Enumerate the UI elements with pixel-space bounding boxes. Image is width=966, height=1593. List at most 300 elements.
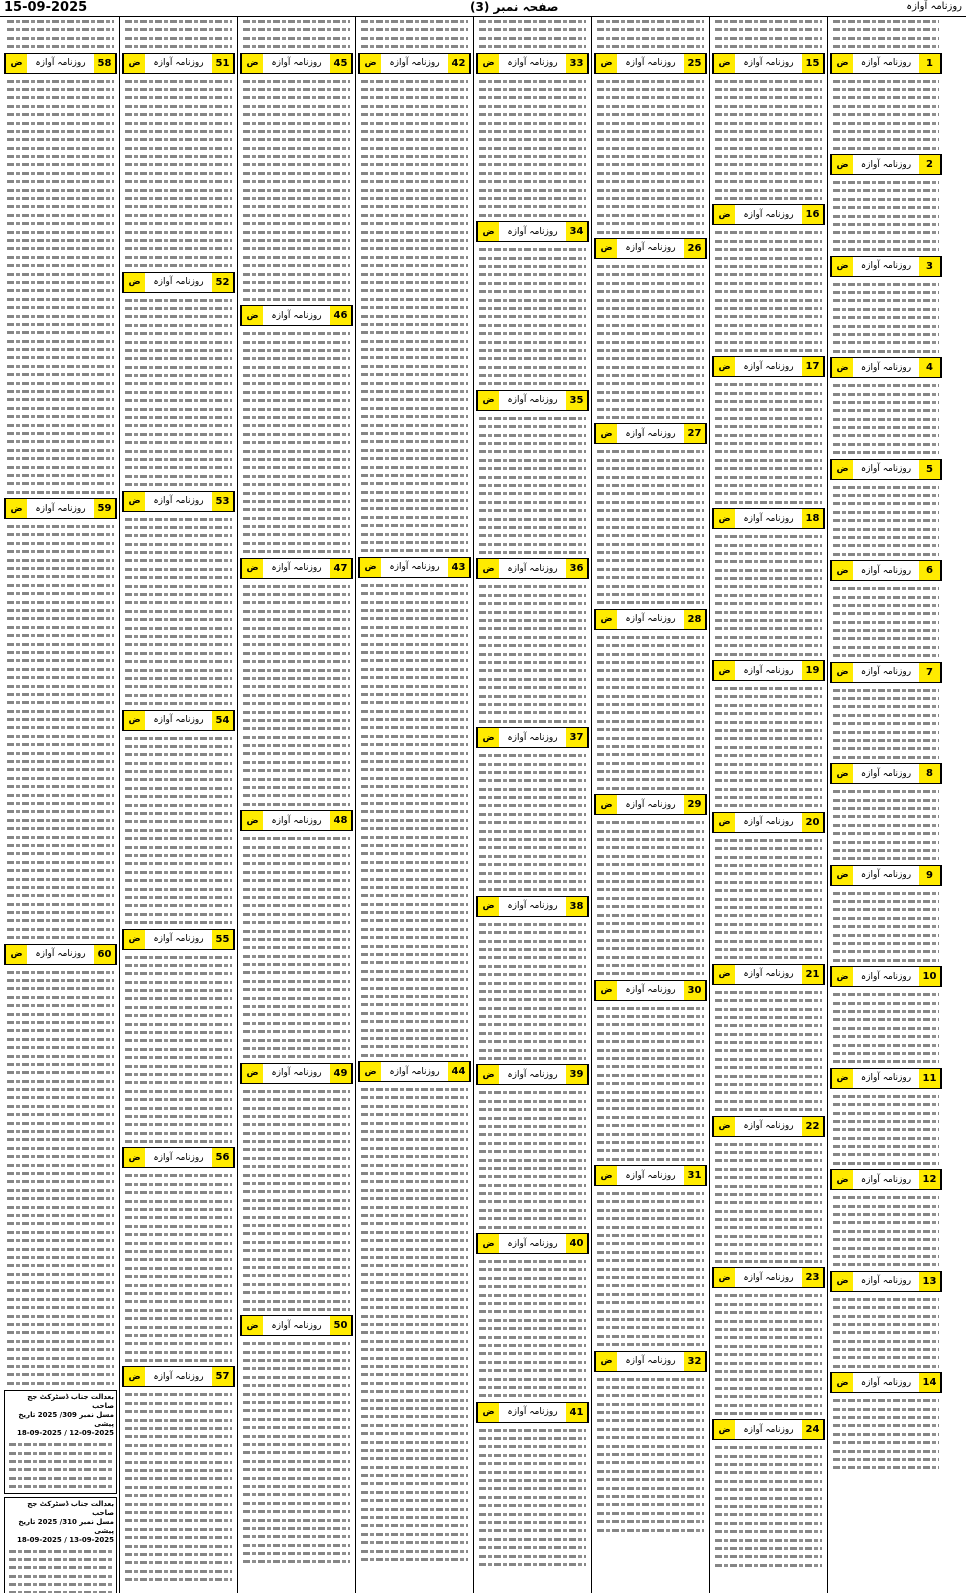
text-line	[125, 430, 232, 438]
text-line	[7, 270, 114, 278]
article-header-46	[240, 305, 353, 326]
text-line	[9, 1465, 112, 1473]
text-line	[125, 556, 232, 564]
text-line	[597, 1425, 704, 1433]
text-line	[243, 943, 350, 951]
text-line	[597, 270, 704, 278]
text-line	[125, 1104, 232, 1112]
text-line	[7, 598, 114, 606]
article-text	[595, 818, 706, 977]
article-number: 10	[919, 967, 941, 986]
text-line	[7, 1354, 114, 1362]
text-line	[597, 169, 704, 177]
text-line	[7, 253, 114, 261]
text-line	[597, 1214, 704, 1222]
text-line	[243, 539, 350, 547]
text-line	[7, 589, 114, 597]
text-line	[7, 807, 114, 815]
article-header-34	[476, 221, 589, 242]
text-line	[7, 883, 114, 891]
text-line	[597, 506, 704, 514]
text-line	[7, 1286, 114, 1294]
supplement-badge: ض	[477, 1403, 499, 1422]
article-number: 29	[684, 795, 706, 814]
text-line	[361, 1362, 468, 1370]
supplement-badge: ض	[123, 54, 145, 73]
text-line	[833, 313, 939, 321]
text-line	[597, 1138, 704, 1146]
text-line	[597, 338, 704, 346]
text-line	[833, 77, 939, 85]
text-line	[715, 1375, 822, 1383]
text-line	[243, 1196, 350, 1204]
text-line	[125, 953, 232, 961]
text-line	[479, 1265, 586, 1273]
text-line	[479, 1560, 586, 1568]
text-line	[7, 765, 114, 773]
text-line	[479, 1037, 586, 1045]
text-line	[715, 684, 822, 692]
text-line	[7, 219, 114, 227]
text-line	[361, 186, 468, 194]
text-line	[125, 1289, 232, 1297]
text-line	[715, 1409, 822, 1417]
text-line	[125, 160, 232, 168]
article-number: 12	[919, 1170, 941, 1189]
text-line	[833, 1007, 939, 1015]
text-line	[597, 456, 704, 464]
text-line	[243, 632, 350, 640]
article-header-50	[240, 1315, 353, 1336]
text-line	[361, 1521, 468, 1529]
text-line	[7, 479, 114, 487]
article-label: روزنامہ آوازہ	[153, 58, 204, 69]
text-line	[715, 1055, 822, 1063]
text-line	[479, 1046, 586, 1054]
article-number: 28	[684, 610, 706, 629]
text-line	[243, 1465, 350, 1473]
text-line	[361, 1110, 468, 1118]
text-line	[479, 1510, 586, 1518]
text-line	[125, 523, 232, 531]
text-line	[243, 447, 350, 455]
article-label: روزنامہ آوازہ	[860, 362, 912, 373]
text-line	[243, 868, 350, 876]
text-line	[479, 371, 586, 379]
supplement-badge: ض	[241, 811, 263, 830]
text-line	[597, 818, 704, 826]
text-line	[125, 1036, 232, 1044]
text-line	[125, 1095, 232, 1103]
text-line	[479, 1164, 586, 1172]
text-line	[243, 219, 350, 227]
text-line	[833, 448, 939, 456]
text-line	[361, 320, 468, 328]
article-text	[123, 734, 234, 927]
text-line	[715, 152, 822, 160]
text-line	[715, 1249, 822, 1257]
text-line	[715, 616, 822, 624]
text-line	[597, 498, 704, 506]
text-line	[597, 1146, 704, 1154]
text-line	[243, 918, 350, 926]
article-number: 13	[919, 1272, 941, 1291]
text-line	[361, 1471, 468, 1479]
text-line	[7, 732, 114, 740]
text-line	[597, 144, 704, 152]
text-line	[715, 422, 822, 430]
text-line	[7, 816, 114, 824]
text-line	[715, 541, 822, 549]
text-line	[9, 1588, 112, 1593]
text-line	[243, 253, 350, 261]
text-line	[125, 421, 232, 429]
text-line	[243, 1010, 350, 1018]
text-line	[7, 1370, 114, 1378]
supplement-badge: ض	[123, 273, 145, 292]
text-line	[125, 657, 232, 665]
text-line	[361, 1009, 468, 1017]
text-line	[479, 1020, 586, 1028]
text-line	[361, 1177, 468, 1185]
text-line	[243, 749, 350, 757]
text-line	[125, 1516, 232, 1524]
article-number: 44	[448, 1062, 470, 1081]
text-line	[243, 1238, 350, 1246]
text-line	[833, 1438, 939, 1446]
text-line	[7, 824, 114, 832]
text-line	[125, 388, 232, 396]
text-line	[243, 674, 350, 682]
text-line	[597, 1332, 704, 1340]
text-line	[125, 691, 232, 699]
text-line	[361, 437, 468, 445]
text-line	[125, 1297, 232, 1305]
text-line	[361, 791, 468, 799]
text-line	[243, 582, 350, 590]
text-line	[125, 1003, 232, 1011]
article-number: 6	[919, 561, 941, 580]
text-line	[597, 750, 704, 758]
text-line	[597, 1079, 704, 1087]
text-line	[7, 623, 114, 631]
text-line	[243, 413, 350, 421]
text-line	[361, 682, 468, 690]
article-label: روزنامہ آوازہ	[743, 1272, 794, 1283]
text-line	[9, 1474, 112, 1482]
text-line	[243, 1027, 350, 1035]
article-header-21	[712, 964, 825, 985]
text-line	[361, 278, 468, 286]
text-line	[361, 774, 468, 782]
text-line	[361, 496, 468, 504]
text-line	[833, 25, 939, 33]
text-line	[479, 304, 586, 312]
text-line	[125, 261, 232, 269]
text-line	[597, 767, 704, 775]
text-line	[7, 228, 114, 236]
text-line	[833, 821, 939, 829]
text-line	[715, 1527, 822, 1535]
text-line	[833, 186, 939, 194]
text-line	[833, 1193, 939, 1201]
text-line	[243, 1432, 350, 1440]
text-line	[479, 135, 586, 143]
text-line	[833, 1405, 939, 1413]
text-line	[125, 329, 232, 337]
text-line	[361, 1034, 468, 1042]
article-number: 25	[684, 54, 706, 73]
text-line	[243, 1204, 350, 1212]
article-header-55	[122, 929, 235, 950]
text-line	[597, 1526, 704, 1534]
supplement-badge: ض	[241, 54, 263, 73]
text-line	[715, 734, 822, 742]
text-line	[715, 1359, 822, 1367]
text-line	[125, 969, 232, 977]
text-line	[243, 346, 350, 354]
text-line	[361, 1303, 468, 1311]
text-line	[7, 1026, 114, 1034]
article-header-19	[712, 660, 825, 681]
text-line	[361, 169, 468, 177]
text-line	[243, 960, 350, 968]
text-line	[7, 236, 114, 244]
text-line	[715, 1156, 822, 1164]
text-line	[243, 489, 350, 497]
text-line	[243, 34, 350, 42]
text-line	[125, 775, 232, 783]
text-line	[243, 1415, 350, 1423]
text-line	[597, 683, 704, 691]
text-line	[479, 810, 586, 818]
text-line	[833, 135, 939, 143]
text-line	[833, 1041, 939, 1049]
text-line	[125, 1137, 232, 1145]
article-text	[831, 381, 941, 457]
text-line	[715, 1182, 822, 1190]
text-line	[715, 726, 822, 734]
text-line	[715, 608, 822, 616]
text-line	[243, 270, 350, 278]
text-line	[243, 438, 350, 446]
article-text	[595, 1189, 706, 1348]
article-label: روزنامہ آوازہ	[860, 768, 912, 779]
text-line	[125, 304, 232, 312]
text-line	[243, 1271, 350, 1279]
supplement-badge: ض	[595, 1352, 617, 1371]
article-text	[831, 17, 941, 51]
text-line	[597, 1113, 704, 1121]
text-line	[125, 228, 232, 236]
text-line	[7, 345, 114, 353]
text-line	[125, 742, 232, 750]
text-line	[243, 1044, 350, 1052]
text-line	[833, 516, 939, 524]
text-line	[833, 736, 939, 744]
text-line	[833, 1100, 939, 1108]
text-line	[479, 1214, 586, 1222]
text-line	[125, 843, 232, 851]
text-line	[361, 967, 468, 975]
text-line	[361, 219, 468, 227]
article-label: روزنامہ آوازہ	[271, 815, 322, 826]
text-line	[7, 135, 114, 143]
text-line	[9, 1563, 112, 1571]
text-line	[361, 740, 468, 748]
text-line	[715, 397, 822, 405]
text-line	[361, 749, 468, 757]
text-line	[597, 759, 704, 767]
text-line	[833, 483, 939, 491]
text-line	[715, 85, 822, 93]
text-line	[715, 110, 822, 118]
text-line	[7, 1312, 114, 1320]
text-line	[125, 1314, 232, 1322]
text-line	[597, 1290, 704, 1298]
text-line	[7, 303, 114, 311]
text-line	[715, 709, 822, 717]
article-header-4	[830, 357, 942, 378]
text-line	[715, 718, 822, 726]
text-line	[715, 456, 822, 464]
text-line	[479, 354, 586, 362]
column-6	[592, 17, 710, 1593]
text-line	[597, 160, 704, 168]
column-2	[120, 17, 238, 1593]
text-line	[715, 836, 822, 844]
article-header-48	[240, 810, 353, 831]
text-line	[243, 682, 350, 690]
text-line	[715, 844, 822, 852]
article-text	[831, 178, 941, 254]
court-notice	[4, 1497, 117, 1593]
text-line	[715, 1502, 822, 1510]
text-line	[125, 784, 232, 792]
text-line	[7, 740, 114, 748]
text-line	[597, 177, 704, 185]
text-line	[361, 908, 468, 916]
text-line	[361, 135, 468, 143]
text-line	[7, 34, 114, 42]
text-line	[361, 631, 468, 639]
text-line	[715, 296, 822, 304]
text-line	[597, 1071, 704, 1079]
text-line	[125, 1331, 232, 1339]
text-line	[479, 1105, 586, 1113]
text-line	[243, 1348, 350, 1356]
article-number: 30	[684, 981, 706, 1000]
text-line	[361, 1051, 468, 1059]
text-line	[833, 296, 939, 304]
text-line	[243, 472, 350, 480]
text-line	[243, 1162, 350, 1170]
text-line	[833, 1218, 939, 1226]
text-line	[479, 523, 586, 531]
text-line	[479, 1206, 586, 1214]
text-line	[243, 1120, 350, 1128]
text-line	[243, 135, 350, 143]
text-line	[7, 866, 114, 874]
article-header-37	[476, 727, 589, 748]
text-line	[715, 1038, 822, 1046]
supplement-badge: ض	[241, 559, 263, 578]
text-line	[715, 1207, 822, 1215]
text-line	[597, 1088, 704, 1096]
text-line	[125, 901, 232, 909]
article-label: روزنامہ آوازہ	[860, 1377, 912, 1388]
text-line	[7, 1093, 114, 1101]
article-header-2	[830, 154, 942, 175]
text-line	[361, 1479, 468, 1487]
text-line	[833, 990, 939, 998]
text-line	[243, 1440, 350, 1448]
text-line	[597, 1467, 704, 1475]
text-line	[243, 177, 350, 185]
supplement-badge: ض	[595, 54, 617, 73]
text-line	[479, 127, 586, 135]
text-line	[479, 717, 586, 725]
text-line	[597, 675, 704, 683]
supplement-badge: ض	[359, 54, 381, 73]
text-line	[361, 353, 468, 361]
text-line	[479, 599, 586, 607]
text-line	[479, 683, 586, 691]
text-line	[833, 415, 939, 423]
article-header-57	[122, 1366, 235, 1387]
text-line	[361, 992, 468, 1000]
text-line	[833, 702, 939, 710]
text-line	[243, 1457, 350, 1465]
article-number: 50	[330, 1316, 352, 1335]
text-line	[715, 245, 822, 253]
text-line	[479, 447, 586, 455]
text-line	[243, 1297, 350, 1305]
article-header-8	[830, 763, 942, 784]
article-text	[359, 1085, 470, 1563]
text-line	[7, 1345, 114, 1353]
text-line	[597, 936, 704, 944]
text-line	[597, 1223, 704, 1231]
article-label: روزنامہ آوازہ	[743, 1121, 794, 1132]
article-header-16	[712, 204, 825, 225]
supplement-badge: ض	[831, 1272, 853, 1291]
text-line	[597, 413, 704, 421]
text-line	[479, 270, 586, 278]
article-header-14	[830, 1372, 942, 1393]
text-line	[125, 354, 232, 362]
text-line	[361, 194, 468, 202]
text-line	[715, 776, 822, 784]
text-line	[833, 178, 939, 186]
text-line	[715, 801, 822, 809]
text-line	[125, 1348, 232, 1356]
article-header-53	[122, 491, 235, 512]
supplement-badge: ض	[359, 1062, 381, 1081]
text-line	[833, 245, 939, 253]
text-line	[715, 1308, 822, 1316]
supplement-badge: ض	[241, 306, 263, 325]
article-header-35	[476, 390, 589, 411]
text-line	[833, 1057, 939, 1065]
text-line	[243, 590, 350, 598]
text-line	[361, 1253, 468, 1261]
text-line	[7, 211, 114, 219]
text-line	[361, 656, 468, 664]
text-line	[243, 228, 350, 236]
text-line	[833, 330, 939, 338]
text-line	[715, 1468, 822, 1476]
